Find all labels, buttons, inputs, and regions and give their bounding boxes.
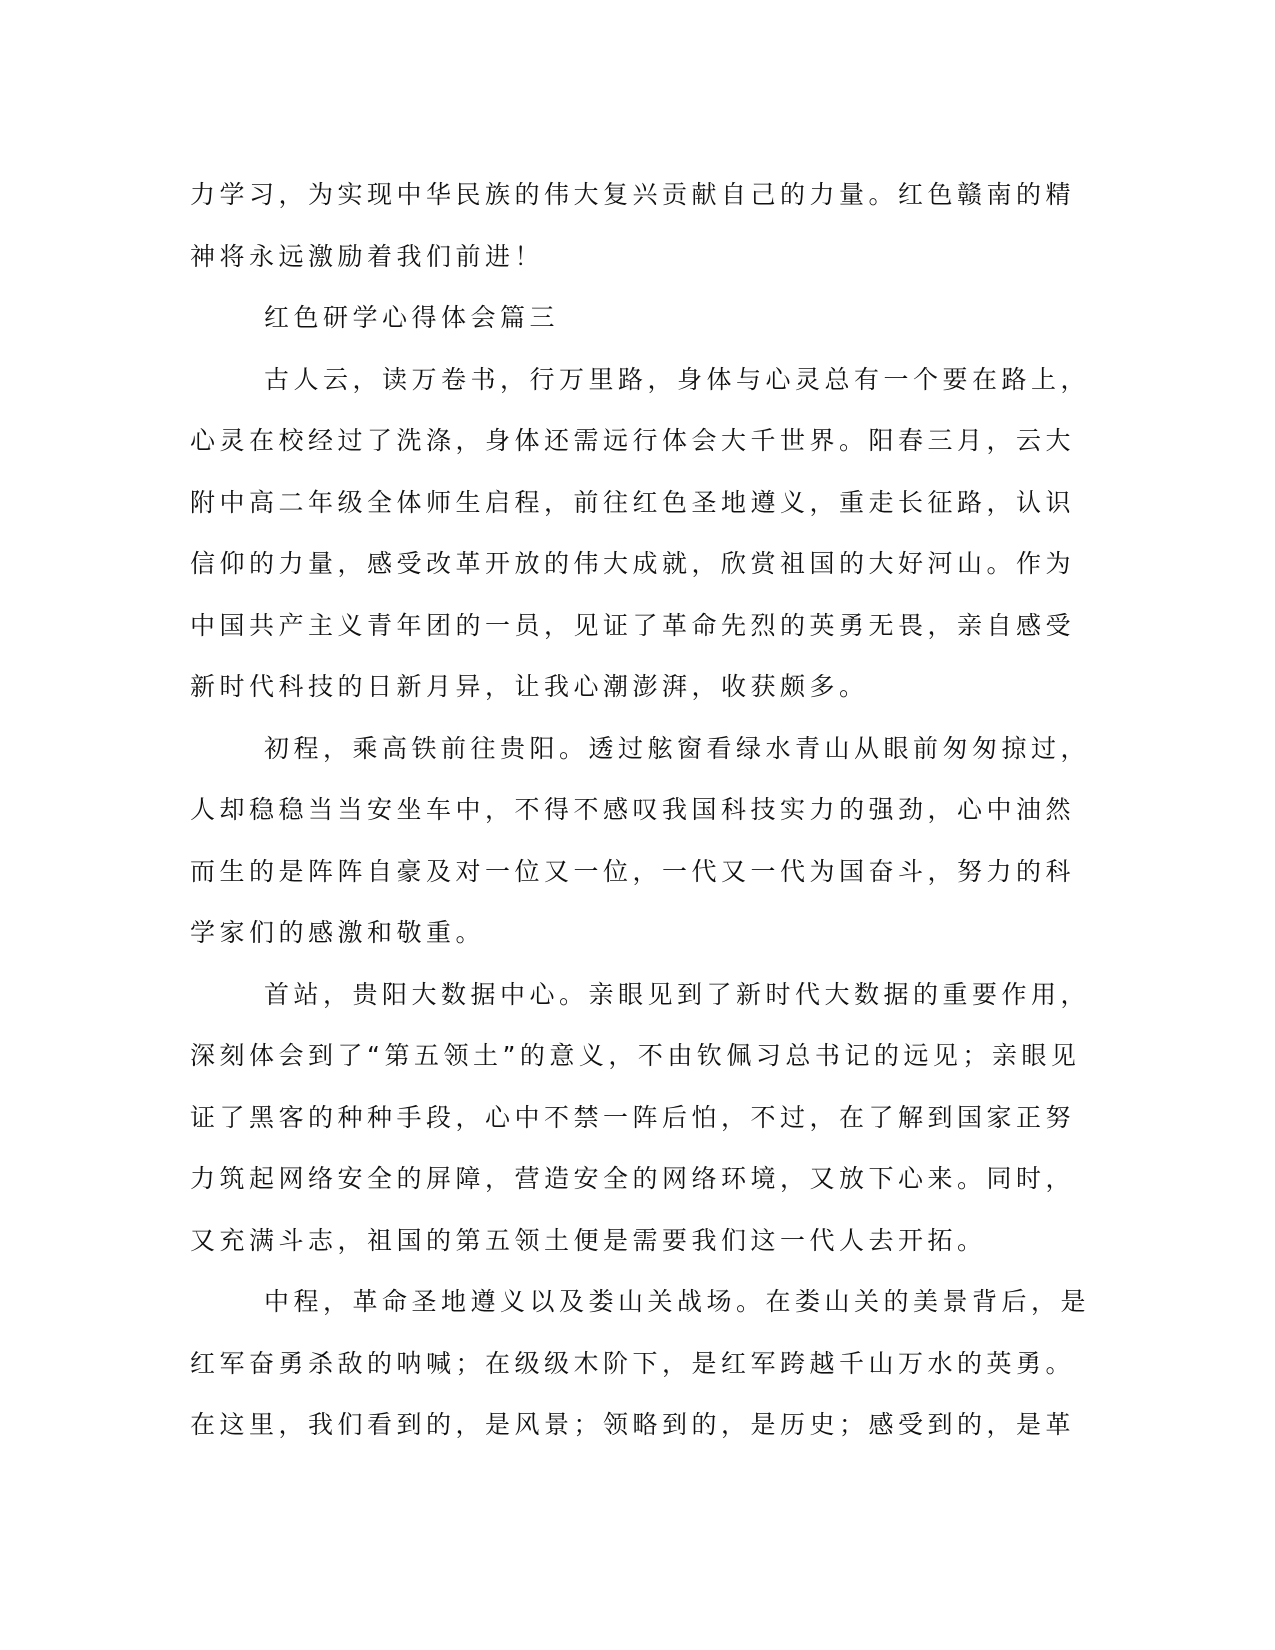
text-line: 心灵在校经过了洗涤，身体还需远行体会大千世界。阳春三月，云大 <box>190 426 1076 455</box>
text-line: 古人云，读万卷书，行万里路，身体与心灵总有一个要在路上， <box>264 364 1091 394</box>
text-line: 新时代科技的日新月异，让我心潮澎湃，收获颇多。 <box>190 672 869 701</box>
text-line: 在这里，我们看到的，是风景；领略到的，是历史；感受到的，是革 <box>190 1410 1076 1439</box>
text-line: 信仰的力量，感受改革开放的伟大成就，欣赏祖国的大好河山。作为 <box>190 549 1076 578</box>
text-line: 首站，贵阳大数据中心。亲眼见到了新时代大数据的重要作用， <box>264 979 1091 1009</box>
text-line: 力筑起网络安全的屏障，营造安全的网络环境，又放下心来。同时， <box>190 1164 1076 1193</box>
text-line: 附中高二年级全体师生启程，前往红色圣地遵义，重走长征路，认识 <box>190 487 1076 517</box>
text-line: 证了黑客的种种手段，心中不禁一阵后怕，不过，在了解到国家正努 <box>190 1102 1076 1132</box>
section-heading: 红色研学心得体会篇三 <box>264 303 560 332</box>
document-body <box>190 164 1091 1456</box>
text-line: 又充满斗志，祖国的第五领土便是需要我们这一代人去开拓。 <box>190 1225 987 1255</box>
text-line: 力学习，为实现中华民族的伟大复兴贡献自己的力量。红色赣南的精 <box>190 180 1076 209</box>
text-line: 中程，革命圣地遵义以及娄山关战场。在娄山关的美景背后，是 <box>264 1287 1091 1316</box>
text-line: 人却稳稳当当安坐车中，不得不感叹我国科技实力的强劲，心中油然 <box>190 795 1076 824</box>
text-line: 神将永远激励着我们前进！ <box>190 241 545 271</box>
text-line: 中国共产主义青年团的一员，见证了革命先烈的英勇无畏，亲自感受 <box>190 610 1076 640</box>
text-line: 初程，乘高铁前往贵阳。透过舷窗看绿水青山从眼前匆匆掠过， <box>264 733 1091 763</box>
text-line: 而生的是阵阵自豪及对一位又一位，一代又一代为国奋斗，努力的科 <box>190 856 1076 886</box>
text-line: 深刻体会到了“第五领土”的意义，不由钦佩习总书记的远见；亲眼见 <box>190 1041 1081 1070</box>
text-line: 学家们的感激和敬重。 <box>190 918 486 947</box>
text-line: 红军奋勇杀敌的呐喊；在级级木阶下，是红军跨越千山万水的英勇。 <box>190 1348 1076 1378</box>
